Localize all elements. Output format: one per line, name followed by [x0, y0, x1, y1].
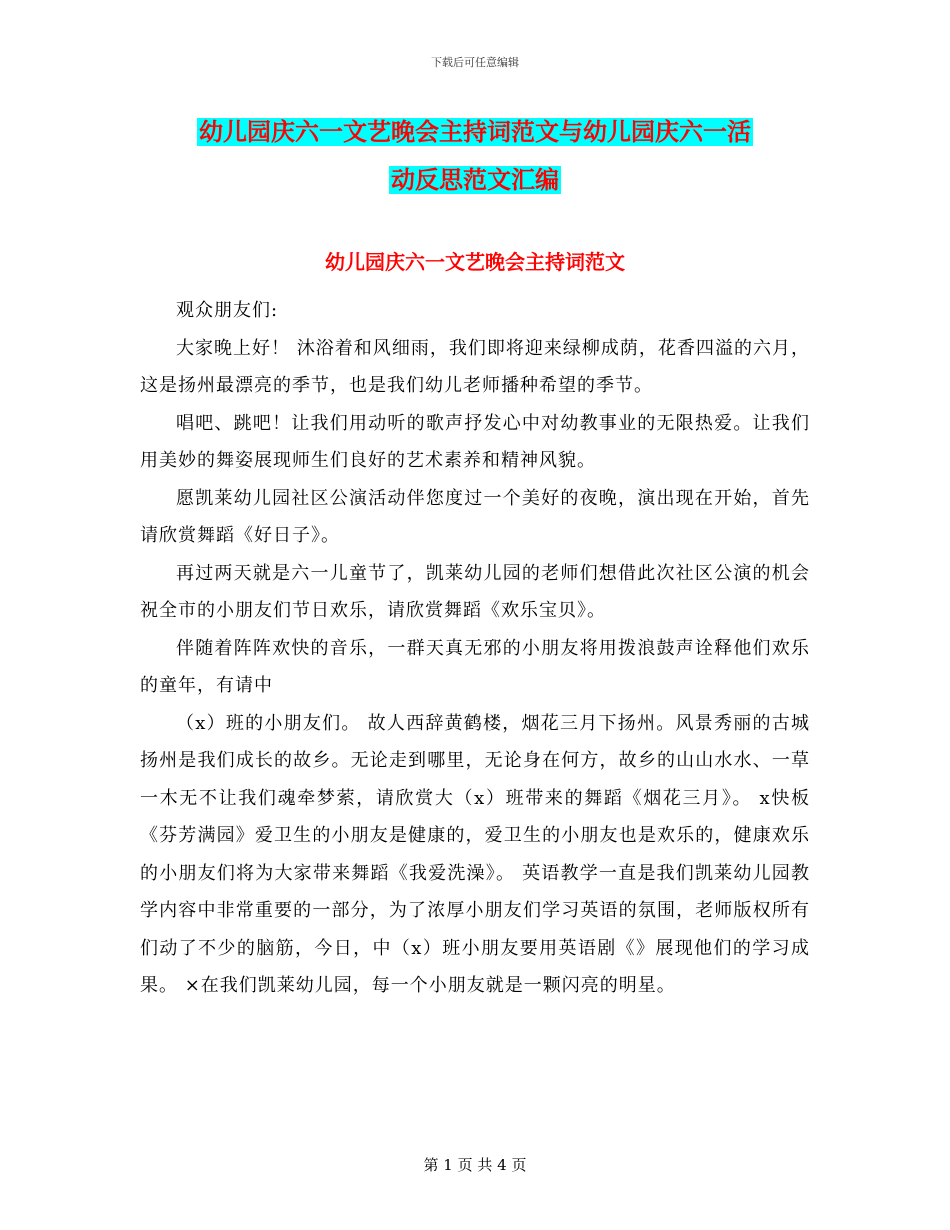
paragraph: 唱吧、跳吧！让我们用动听的歌声抒发心中对幼教事业的无限热爱。让我们用美妙的舞姿展现师生们良好的艺术素养和精神风貌。	[140, 412, 810, 471]
document-title	[140, 108, 810, 204]
page-footer: 第 1 页 共 4 页	[423, 1156, 527, 1174]
paragraph: （x）班的小朋友们。 故人西辞黄鹤楼，烟花三月下扬州。风景秀丽的古城扬州是我们成长的故乡。无论走到哪里，无论身在何方，故乡的山山水水、一草一木无不让我们魂牵梦萦，请欣赏大（x）班带来的舞蹈《烟花三月》。 x快板《芬芳满园》爱卫生的小朋友是健康的，爱卫生的小朋友也是欢乐的，健康欢乐的小朋友们将为大家带来舞蹈《我爱洗澡》。 英语教学一直是我们凯莱幼儿园教学内容中非常重要的一部分，为了浓厚小朋友们学习英语的氛围，老师版权所有们动了不少的脑筋，今日，中（x）班小朋友要用英语剧《》展现他们的学习成果。 ×在我们凯莱幼儿园，每一个小朋友就是一颗闪亮的明星。	[140, 712, 810, 996]
paragraph: 伴随着阵阵欢快的音乐，一群天真无邪的小朋友将用拨浪鼓声诠释他们欢乐的童年，有请中	[140, 637, 810, 696]
paragraph: 大家晚上好！ 沐浴着和风细雨，我们即将迎来绿柳成荫，花香四溢的六月，这是扬州最漂亮的季节，也是我们幼儿老师播种希望的季节。	[140, 337, 810, 396]
document-title-line-2: 动反思范文汇编	[391, 166, 559, 194]
document-title-line-1: 幼儿园庆六一文艺晚会主持词范文与幼儿园庆六一活	[199, 118, 751, 146]
paragraph: 再过两天就是六一儿童节了，凯莱幼儿园的老师们想借此次社区公演的机会祝全市的小朋友们节日欢乐，请欣赏舞蹈《欢乐宝贝》。	[140, 562, 810, 621]
section-title: 幼儿园庆六一文艺晚会主持词范文	[325, 250, 625, 274]
paragraph-greeting: 观众朋友们:	[176, 300, 279, 321]
header-note: 下载后可任意编辑	[431, 56, 519, 69]
document-body	[140, 292, 810, 1005]
paragraph: 愿凯莱幼儿园社区公演活动伴您度过一个美好的夜晚，演出现在开始，首先请欣赏舞蹈《好日子》。	[140, 487, 810, 546]
